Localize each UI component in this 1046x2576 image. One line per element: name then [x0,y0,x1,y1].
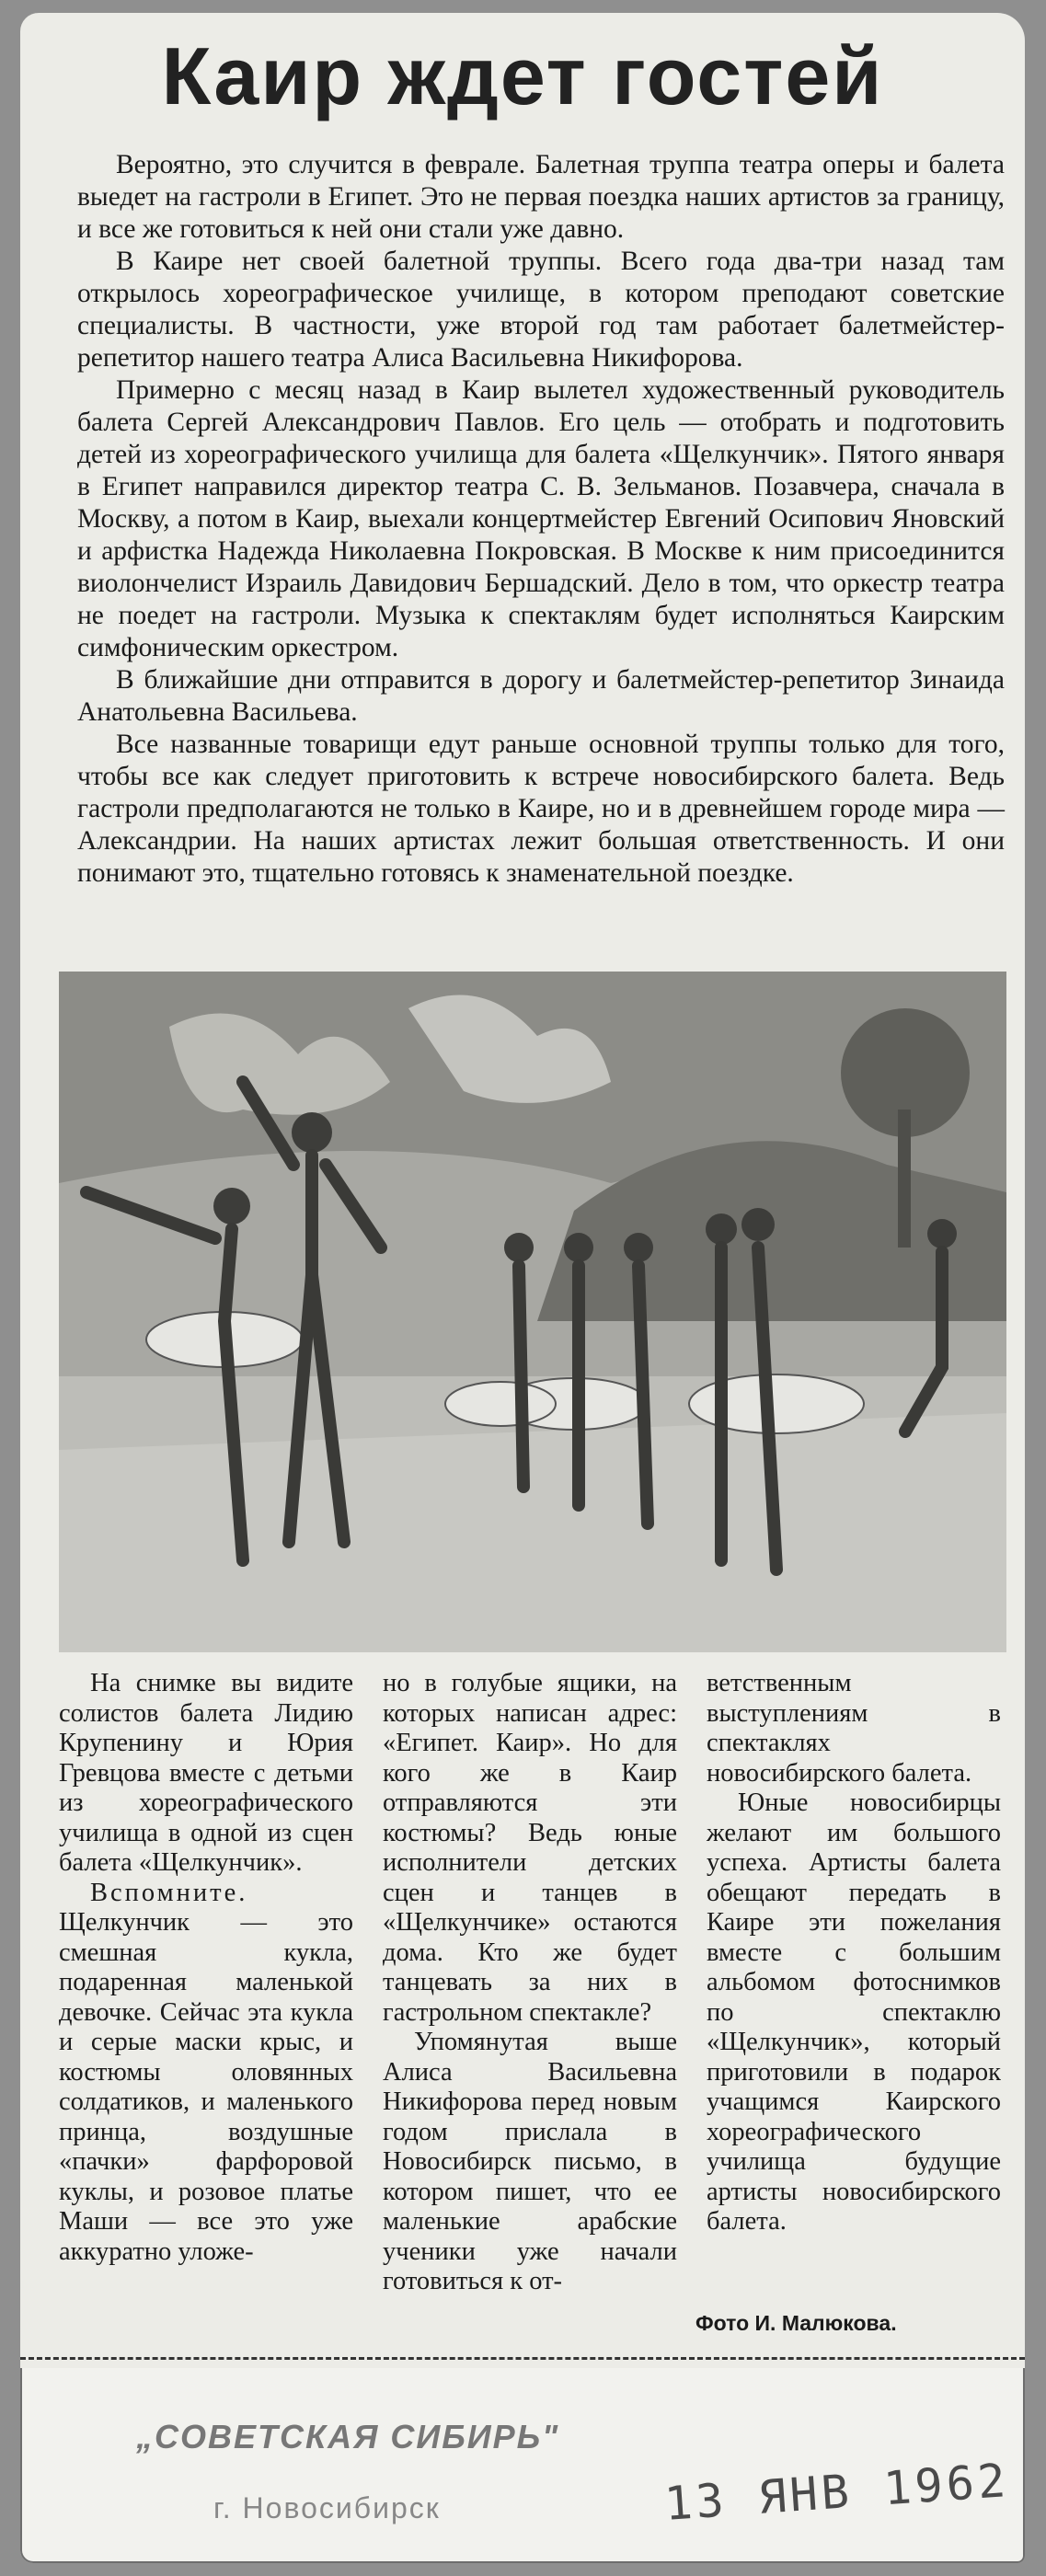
article-paragraph: Все названные товарищи едут раньше основной труппы только для того, чтобы все как следует приготовить к встрече новосибирского балета. Ведь гастроли предполагаются не только в Каире, но и в древнейшем городе мира — Александрии. На наших артистах лежит большая ответственность. И они понимают это, тщательно готовясь к знаменательной поездке. [77,730,1005,888]
photo-credit: Фото И. Малюкова. [695,2311,897,2335]
article-paragraph: Вероятно, это случится в феврале. Балетная труппа театра оперы и балета выедет на гастроли в Египет. Это не первая поездка наших артистов за границу, и все же готовиться к ней они стали уже давно. [77,150,1005,244]
newspaper-city: г. Новосибирск [213,2491,441,2524]
date-stamp: 13 ЯНВ 1962 [662,2453,1011,2532]
article-paragraph: Примерно с месяц назад в Каир вылетел художественный руководитель балета Сергей Александрович Павлов. Его цель — отобрать и подготовить детей из хореографического училища для балета «Щелкунчик». Пятого января в Египет направился директор театра С. В. Зельманов. Позавчера, сначала в Москву, а потом в Каир, выехали концертмейстер Евгений Осипович Яновский и арфистка Надежда Николаевна Покровская. В Москве к ним присоединится виолончелист Израиль Давидович Бершадский. Дело в том, что оркестр театра не поедет на гастроли. Музыка к спектаклям будет исполняться Каирским симфоническим оркестром. [77,375,1005,662]
caption-paragraph: Юные новосибирцы желают им большого успеха. Артисты балета обещают передать в Каире эти пожелания вместе с большим альбомом фотоснимков по спектаклю «Щелкунчик», который приготовили в подарок учащимся Каирского хореографического училища будущие артисты новосибирского балета. [707,1788,1001,2236]
newspaper-clipping [20,13,1025,2368]
caption-paragraph: но в голубые ящики, на которых написан адрес: «Египет. Каир». Но для кого же в Каир отправляются эти костюмы? Ведь юные исполнители детских сцен и танцев в «Щелкунчике» остаются дома. Кто же будет танцевать за них в гастрольном спектакле? [383,1669,677,2027]
caption-column-2 [383,1669,677,2297]
caption-column-3 [707,1669,1001,2237]
cut-line [20,2357,1025,2371]
article-body [77,149,1005,890]
newspaper-source: „СОВЕТСКАЯ СИБИРЬ" [136,2418,560,2455]
caption-columns [59,1669,1006,2350]
caption-paragraph: ветственным выступлениям в спектаклях новосибирского балета. [707,1669,1001,1788]
article-paragraph: В Каире нет своей балетной труппы. Всего года два-три назад там открылось хореографическое училище, в котором преподают советские специалисты. В частности, уже второй год там работает балетмейстер-репетитор нашего театра Алиса Васильевна Никифорова. [77,247,1005,373]
caption-lead-word: Вспомните. [90,1878,248,1907]
ballet-photo [59,972,1006,1652]
caption-paragraph: Упомянутая выше Алиса Васильевна Никифорова перед новым годом прислала в Новосибирск письмо, в котором пишет, что ее маленькие арабские ученики уже начали готовиться к от- [383,2028,677,2295]
caption-column-1 [59,1669,353,2267]
caption-text: Щелкунчик — это смешная кукла, подаренная маленькой девочке. Сейчас эта кукла и серые маски крыс, и костюмы оловянных солдатиков, и маленького принца, воздушные «пачки» фарфоровой куклы, и розовое платье Маши — все это уже аккуратно уложе- [59,1908,353,2266]
article-title: Каир ждет гостей [161,30,884,121]
caption-paragraph [59,1879,353,2268]
caption-paragraph: На снимке вы видите солистов балета Лидию Крупенину и Юрия Гревцова вместе с детьми из хореографического училища в одной из сцен балета «Щелкунчик». [59,1669,353,1877]
article-paragraph: В ближайшие дни отправится в дорогу и балетмейстер-репетитор Зинаида Анатольевна Васильева. [77,665,1005,727]
ballet-scene-illustration [59,972,1006,1652]
